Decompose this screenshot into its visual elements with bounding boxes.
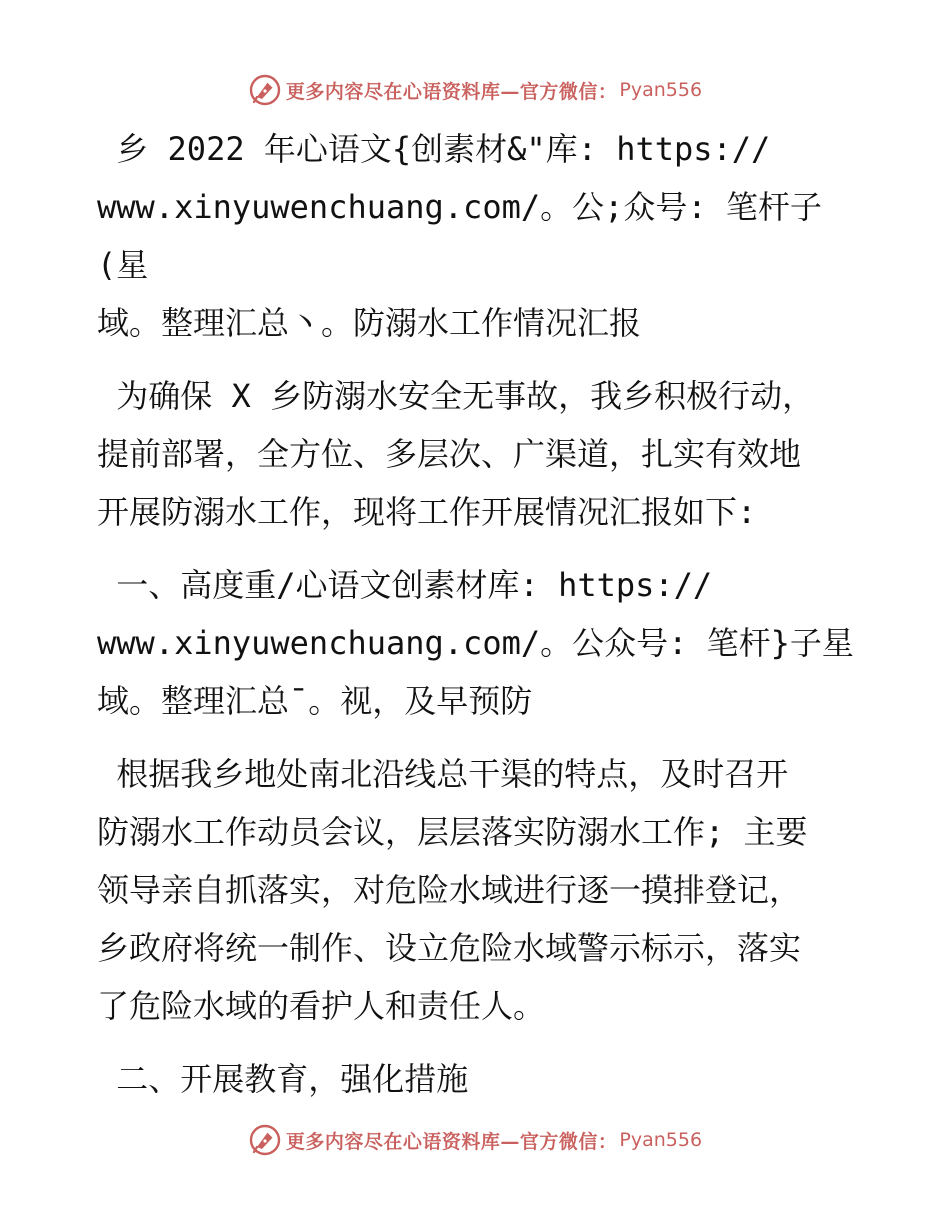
- paragraph: 根据我乡地处南北沿线总干渠的特点，及时召开 防溺水工作动员会议，层层落实防溺水工作; 主要 领导亲自抓落实，对危险水域进行逐一摸排登记， 乡政府将统一制作、设立危险水域警示标示，落实 了危险水域的看护人和责任人。: [97, 755, 808, 1025]
- header-banner: [0, 70, 950, 110]
- banner-wechat-id: Pyan556: [619, 1129, 703, 1151]
- banner-text: 更多内容尽在心语资料库—官方微信：: [285, 1130, 618, 1153]
- document-body: [97, 120, 857, 1123]
- banner-wechat-id: Pyan556: [619, 79, 703, 101]
- paragraph: 乡 2022 年心语文{创素材&"库: https:// www.xinyuwenchuang.com/。公;众号: 笔杆子(星 域。整理汇总丶。防溺水工作情况汇报: [97, 130, 822, 342]
- section-heading: 二、开展教育，强化措施: [97, 1060, 469, 1098]
- pen-nib-logo-icon: [248, 73, 282, 107]
- paragraph: 一、高度重/心语文创素材库: https:// www.xinyuwenchuang.com/。公众号: 笔杆}子星 域。整理汇总¯。视，及早预防: [97, 566, 854, 720]
- pen-nib-logo-icon: [248, 1123, 282, 1157]
- paragraph: 为确保 X 乡防溺水安全无事故，我乡积极行动， 提前部署，全方位、多层次、广渠道，扎实有效地 开展防溺水工作，现将工作开展情况汇报如下:: [97, 377, 815, 531]
- footer-banner: [0, 1120, 950, 1160]
- banner-text: 更多内容尽在心语资料库—官方微信：: [285, 80, 618, 103]
